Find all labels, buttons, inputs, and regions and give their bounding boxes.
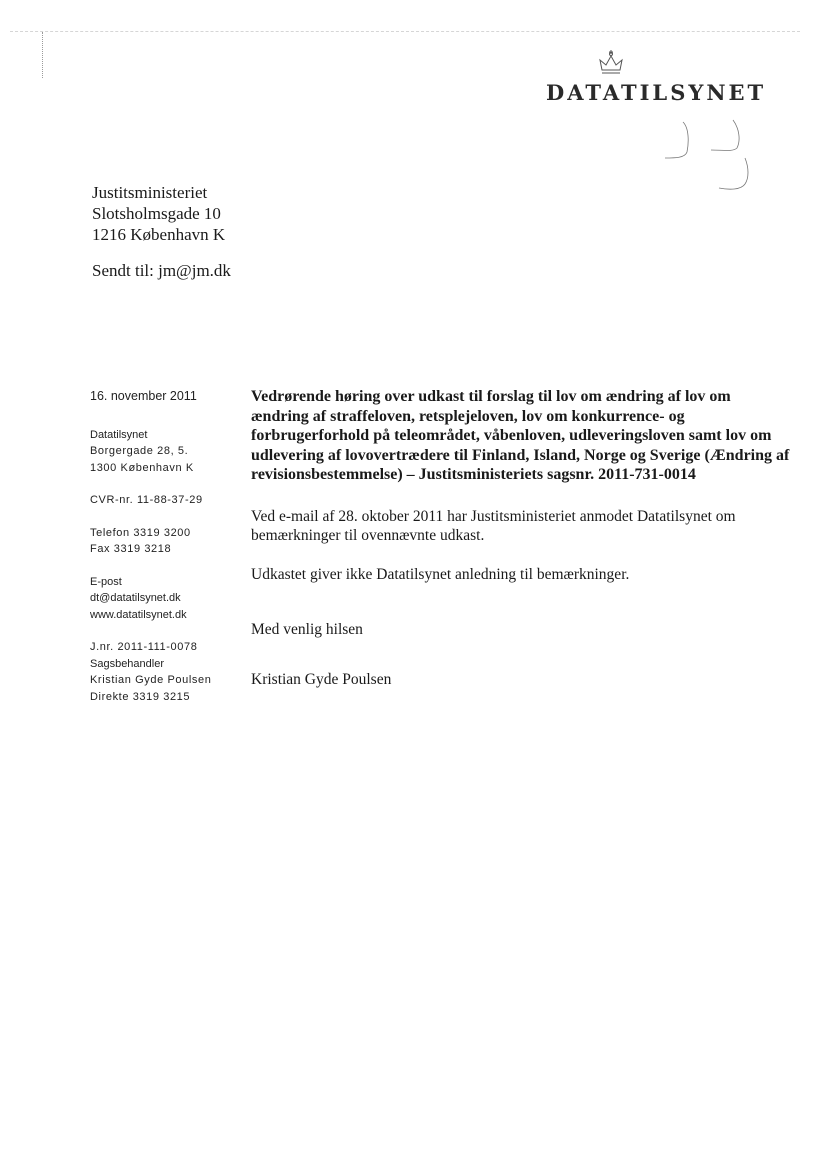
phone-number: Telefon 3319 3200 bbox=[90, 526, 191, 539]
journal-number: J.nr. 2011-111-0078 bbox=[90, 641, 198, 653]
website: www.datatilsynet.dk bbox=[90, 608, 187, 621]
cvr-number: CVR-nr. 11-88-37-29 bbox=[90, 494, 203, 506]
body-paragraph-2: Udkastet giver ikke Datatilsynet anledning til bemærkninger. bbox=[251, 565, 630, 583]
sender-sidebar bbox=[90, 388, 240, 705]
letter-date: 16. november 2011 bbox=[90, 389, 197, 403]
scan-artifact-line bbox=[10, 31, 800, 32]
sender-org-name: Datatilsynet bbox=[90, 428, 148, 441]
direct-phone: Direkte 3319 3215 bbox=[90, 690, 191, 703]
sent-to-line: Sendt til: jm@jm.dk bbox=[92, 261, 231, 280]
contact-block bbox=[90, 574, 240, 624]
sender-address-line1: Borgergade 28, 5. bbox=[90, 445, 189, 457]
letter-body bbox=[251, 387, 791, 689]
case-block bbox=[90, 639, 240, 705]
handler-name: Kristian Gyde Poulsen bbox=[90, 674, 212, 686]
recipient-address bbox=[92, 182, 225, 245]
letter-subject: Vedrørende høring over udkast til forslag til lov om ændring af lov om ændring af straffeloven, retsplejeloven, lov om konkurrence- og forbrugerforhold på teleområdet, våbenloven, udleveringsloven samt lov om udlevering af lovovertrædere til Finland, Island, Norge og Sverige (Ændring af revisionsbestemmelse) – Justitsministeriets sagsnr. 2011-731-0014 bbox=[251, 388, 790, 483]
recipient-name: Justitsministeriet bbox=[92, 183, 208, 202]
handwritten-mark bbox=[645, 110, 765, 200]
closing-greeting: Med venlig hilsen bbox=[251, 621, 363, 638]
scan-artifact-mark bbox=[42, 32, 51, 78]
signature-name: Kristian Gyde Poulsen bbox=[251, 670, 392, 688]
email-label: E-post bbox=[90, 575, 122, 588]
recipient-city: 1216 København K bbox=[92, 225, 226, 244]
fax-number: Fax 3319 3218 bbox=[90, 543, 172, 555]
sender-address-line2: 1300 København K bbox=[90, 461, 194, 474]
handler-label: Sagsbehandler bbox=[90, 657, 165, 670]
email-address: dt@datatilsynet.dk bbox=[90, 592, 181, 604]
recipient-street: Slotsholmsgade 10 bbox=[92, 204, 221, 223]
datatilsynet-logo: DATATILSYNET bbox=[546, 80, 767, 105]
sender-address-block bbox=[90, 427, 240, 477]
phone-block bbox=[90, 525, 240, 558]
body-paragraph-1: Ved e-mail af 28. oktober 2011 har Justitsministeriet anmodet Datatilsynet om bemærkninger til ovennævnte udkast. bbox=[251, 507, 736, 544]
crown-icon bbox=[596, 50, 626, 76]
